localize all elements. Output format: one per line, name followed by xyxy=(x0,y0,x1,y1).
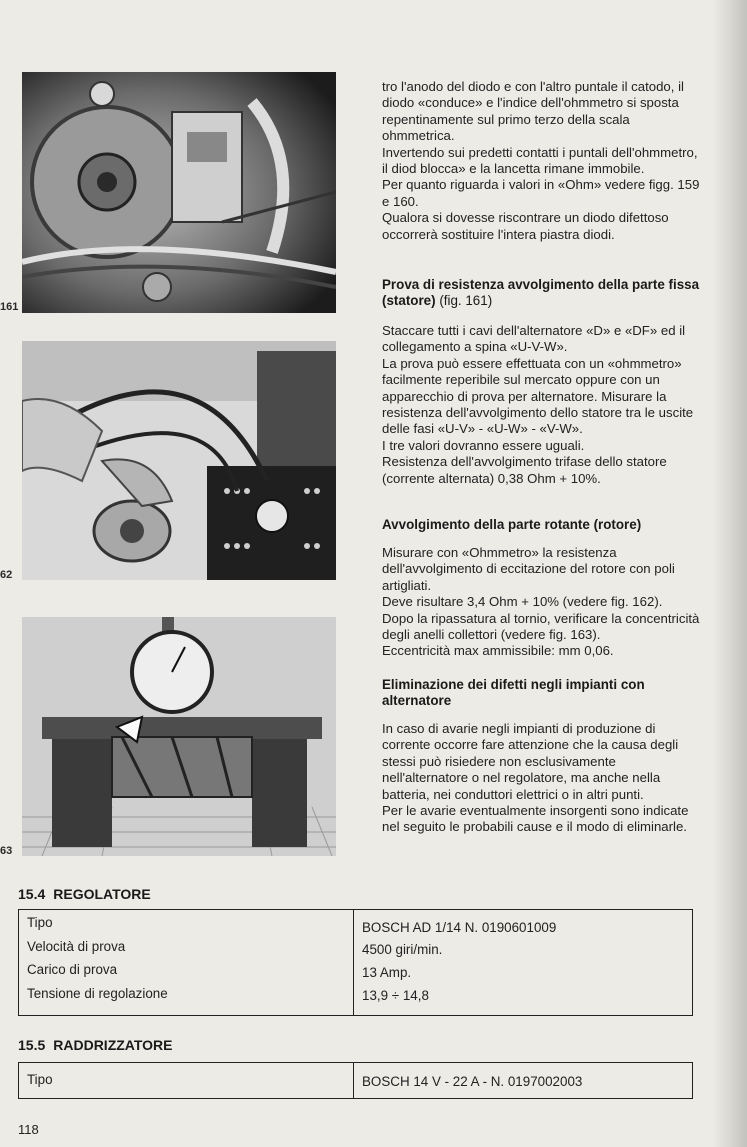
faults-block xyxy=(382,677,700,836)
table-row xyxy=(19,910,693,936)
table-row xyxy=(19,1063,693,1099)
spec-value: 4500 giri/min. xyxy=(354,935,693,959)
intro-text-block xyxy=(382,79,700,243)
page-number: 118 xyxy=(18,1122,39,1137)
rotor-paragraph: Deve risultare 3,4 Ohm + 10% (vedere fig. 162). xyxy=(382,594,663,610)
stator-paragraph: I tre valori dovranno essere uguali. xyxy=(382,437,585,453)
spec-value: 13,9 ÷ 14,8 xyxy=(354,983,693,1015)
figure-162-ohmmeter-photo xyxy=(22,341,336,580)
figure-163-dial-gauge-photo xyxy=(22,617,336,856)
intro-paragraph: Per quanto riguarda i valori in «Ohm» vedere figg. 159 e 160. xyxy=(382,177,700,209)
faults-paragraph: Per le avarie eventualmente insorgenti sono indicate nel seguito le probabili cause e il modo di eliminarle. xyxy=(382,803,689,835)
spec-label: Tipo xyxy=(19,1063,354,1099)
section-title-text: REGOLATORE xyxy=(53,886,151,902)
spec-label: Velocità di prova xyxy=(19,935,354,959)
section-title-text: RADDRIZZATORE xyxy=(53,1037,173,1053)
table-row xyxy=(19,935,693,959)
stator-heading-text: Prova di resistenza avvolgimento della parte fissa (statore) xyxy=(382,277,700,308)
rotor-heading: Avvolgimento della parte rotante (rotore) xyxy=(382,517,642,532)
section-raddrizzatore-title xyxy=(18,1037,173,1053)
spec-value: BOSCH AD 1/14 N. 0190601009 xyxy=(354,910,693,936)
spec-label: Tensione di regolazione xyxy=(19,983,354,1015)
section-number: 15.4 xyxy=(18,886,46,902)
faults-heading: Eliminazione dei difetti negli impianti con alternatore xyxy=(382,677,645,708)
faults-paragraph: In caso di avarie negli impianti di produzione di corrente occorre fare attenzione che la causa degli stessi può risiedere non esclusivamente nell'alternatore o nel regolatore, ma anche nella batteria, nei conduttori elettrici o in altri punti. xyxy=(382,721,679,802)
stator-paragraph: La prova può essere effettuata con un «ohmmetro» facilmente reperibile sul mercato oppure con un apparecchio di prova per alternatore. Misurare la resistenza dell'avvolgimento dello statore tra le uscite delle fasi «U-V» - «U-W» - «V-W». xyxy=(382,355,694,437)
table-row xyxy=(19,983,693,1015)
spec-value: BOSCH 14 V - 22 A - N. 0197002003 xyxy=(354,1063,693,1099)
section-number: 15.5 xyxy=(18,1037,46,1053)
stator-test-block xyxy=(382,277,700,487)
intro-paragraph: Qualora si dovesse riscontrare un diodo difettoso occorrerà sostituire l'intera piastra diodi. xyxy=(382,210,669,242)
intro-paragraph: tro l'anodo del diodo e con l'altro puntale il catodo, il diodo «conduce» e l'indice dell'ohmmetro si sposta repentinamente sul primo terzo della scala ohmmetrica. xyxy=(382,79,684,144)
raddrizzatore-spec-table xyxy=(18,1062,693,1099)
intro-paragraph: Invertendo sui predetti contatti i puntali dell'ohmmetro, il diod blocca» e la lancetta rimane immobile. xyxy=(382,144,698,177)
figure-number-162: 62 xyxy=(0,569,13,581)
section-regolatore-title xyxy=(18,886,151,902)
stator-heading xyxy=(382,277,700,309)
rotor-block xyxy=(382,517,700,660)
page-gutter-shadow xyxy=(713,0,747,1147)
rotor-paragraph: Dopo la ripassatura al tornio, verificare la concentricità degli anelli collettori (vedere fig. 163). xyxy=(382,610,700,643)
spec-label: Tipo xyxy=(19,910,354,936)
stator-paragraph: Staccare tutti i cavi dell'alternatore «D» e «DF» ed il collegamento a spina «U-V-W». xyxy=(382,323,686,355)
regolatore-spec-table xyxy=(18,909,693,1016)
stator-heading-ref: (fig. 161) xyxy=(439,293,493,308)
figure-number-161: 161 xyxy=(0,301,19,313)
figure-number-163: 63 xyxy=(0,845,13,857)
figure-161-alternator-photo xyxy=(22,72,336,313)
stator-paragraph: Resistenza dell'avvolgimento trifase dello statore (corrente alternata) 0,38 Ohm + 10%. xyxy=(382,454,667,486)
spec-label: Carico di prova xyxy=(19,959,354,983)
rotor-paragraph: Eccentricità max ammissibile: mm 0,06. xyxy=(382,643,614,659)
table-row xyxy=(19,959,693,983)
spec-value: 13 Amp. xyxy=(354,959,693,983)
rotor-paragraph: Misurare con «Ohmmetro» la resistenza dell'avvolgimento di eccitazione del rotore con poli artigliati. xyxy=(382,545,675,593)
